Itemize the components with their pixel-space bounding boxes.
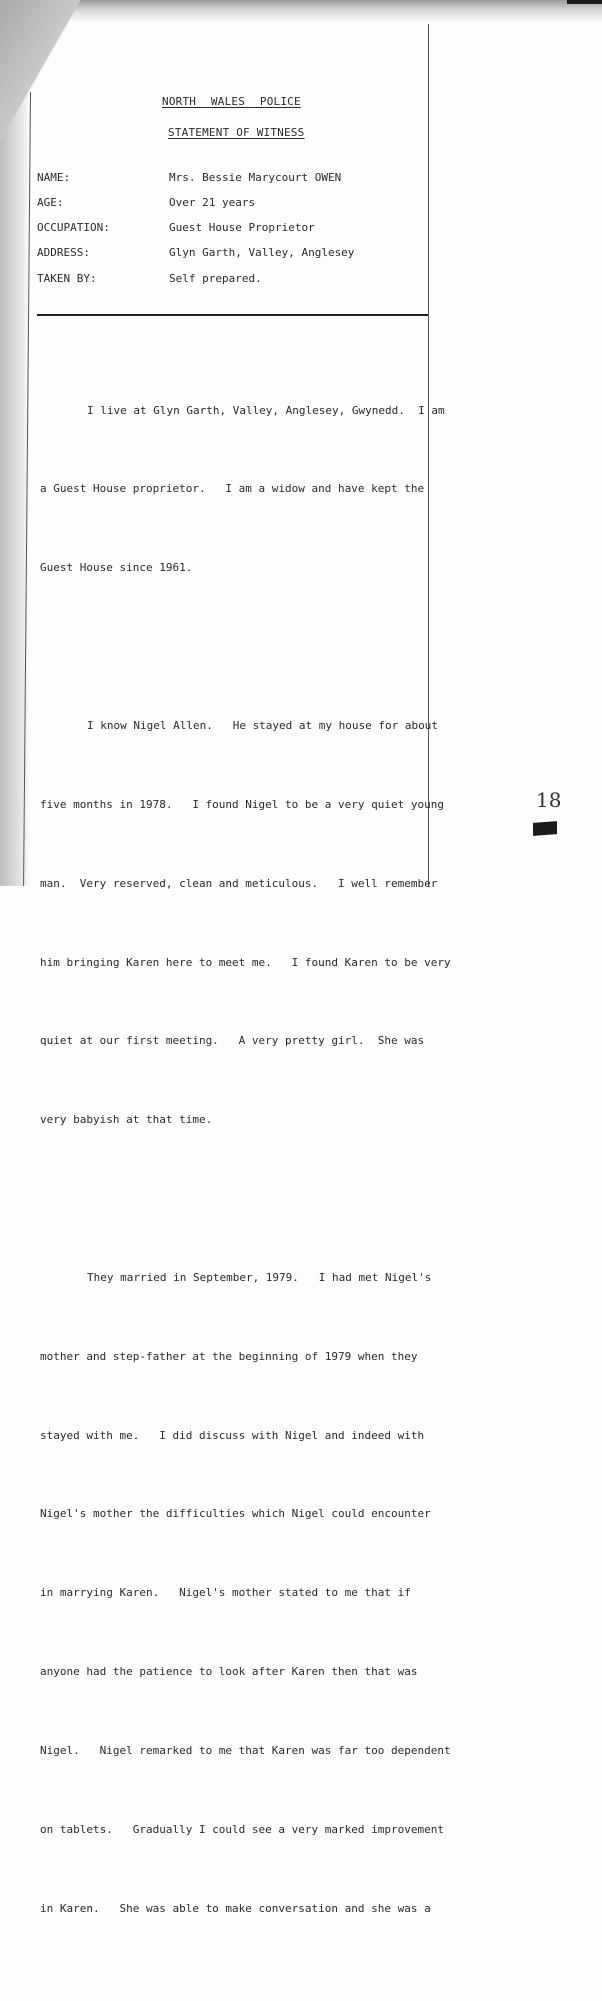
- text-line: anyone had the patience to look after Karen then that was: [40, 1665, 418, 1679]
- field-value: Guest House Proprietor: [169, 221, 315, 234]
- text-line: five months in 1978. I found Nigel to be a very quiet young: [40, 797, 444, 811]
- text-line: man. Very reserved, clean and meticulous. I well remember: [40, 876, 438, 890]
- field-label: AGE:: [37, 196, 64, 209]
- text-line: I know Nigel Allen. He stayed at my house for about: [87, 718, 438, 732]
- text-line: Nigel. Nigel remarked to me that Karen was far too dependent: [40, 1744, 451, 1758]
- text-line: on tablets. Gradually I could see a very marked improvement: [40, 1823, 444, 1837]
- paragraph: [40, 345, 445, 634]
- document-subheading: STATEMENT OF WITNESS: [168, 126, 305, 139]
- text-line: in marrying Karen. Nigel's mother stated to me that if: [40, 1586, 411, 1600]
- text-line: in Karen. She was able to make conversation and she was a: [40, 1901, 431, 1915]
- paragraph: [40, 1212, 451, 1975]
- field-value: Glyn Garth, Valley, Anglesey: [169, 246, 355, 259]
- text-line: Guest House since 1961.: [40, 561, 193, 575]
- section-divider: [37, 314, 428, 316]
- text-line: stayed with me. I did discuss with Nigel and indeed with: [40, 1428, 425, 1442]
- field-age: [37, 196, 417, 212]
- field-value: Self prepared.: [169, 272, 262, 285]
- field-label: ADDRESS:: [37, 246, 90, 259]
- paragraph: [40, 660, 451, 1186]
- text-line: a Guest House proprietor. I am a widow and have kept the: [40, 482, 425, 496]
- statement-body: [40, 345, 451, 2001]
- page-number: 18: [536, 788, 562, 812]
- scan-shadow-top: [0, 0, 602, 22]
- field-value: Over 21 years: [169, 196, 256, 209]
- field-name: [37, 171, 417, 187]
- field-address: [37, 246, 417, 262]
- text-line: I live at Glyn Garth, Valley, Anglesey, Gwynedd. I am: [87, 403, 445, 417]
- document-heading: NORTH WALES POLICE: [162, 95, 301, 108]
- field-value: Mrs. Bessie Marycourt OWEN: [169, 171, 342, 184]
- field-label: NAME:: [37, 171, 71, 184]
- text-line: mother and step-father at the beginning of 1979 when they: [40, 1349, 418, 1363]
- text-line: They married in September, 1979. I had met Nigel's: [87, 1270, 432, 1284]
- text-line: Nigel's mother the difficulties which Nigel could encounter: [40, 1507, 431, 1521]
- text-line: him bringing Karen here to meet me. I found Karen to be very: [40, 955, 451, 969]
- text-line: quiet at our first meeting. A very pretty girl. She was: [40, 1034, 425, 1048]
- redaction-stamp: [533, 821, 557, 836]
- page-corner-fold: [0, 0, 80, 140]
- field-label: OCCUPATION:: [37, 221, 110, 234]
- field-occupation: [37, 221, 417, 237]
- scan-edge-mark: [567, 0, 602, 4]
- text-line: very babyish at that time.: [40, 1113, 213, 1127]
- field-taken-by: [37, 272, 417, 288]
- field-label: TAKEN BY:: [37, 272, 97, 285]
